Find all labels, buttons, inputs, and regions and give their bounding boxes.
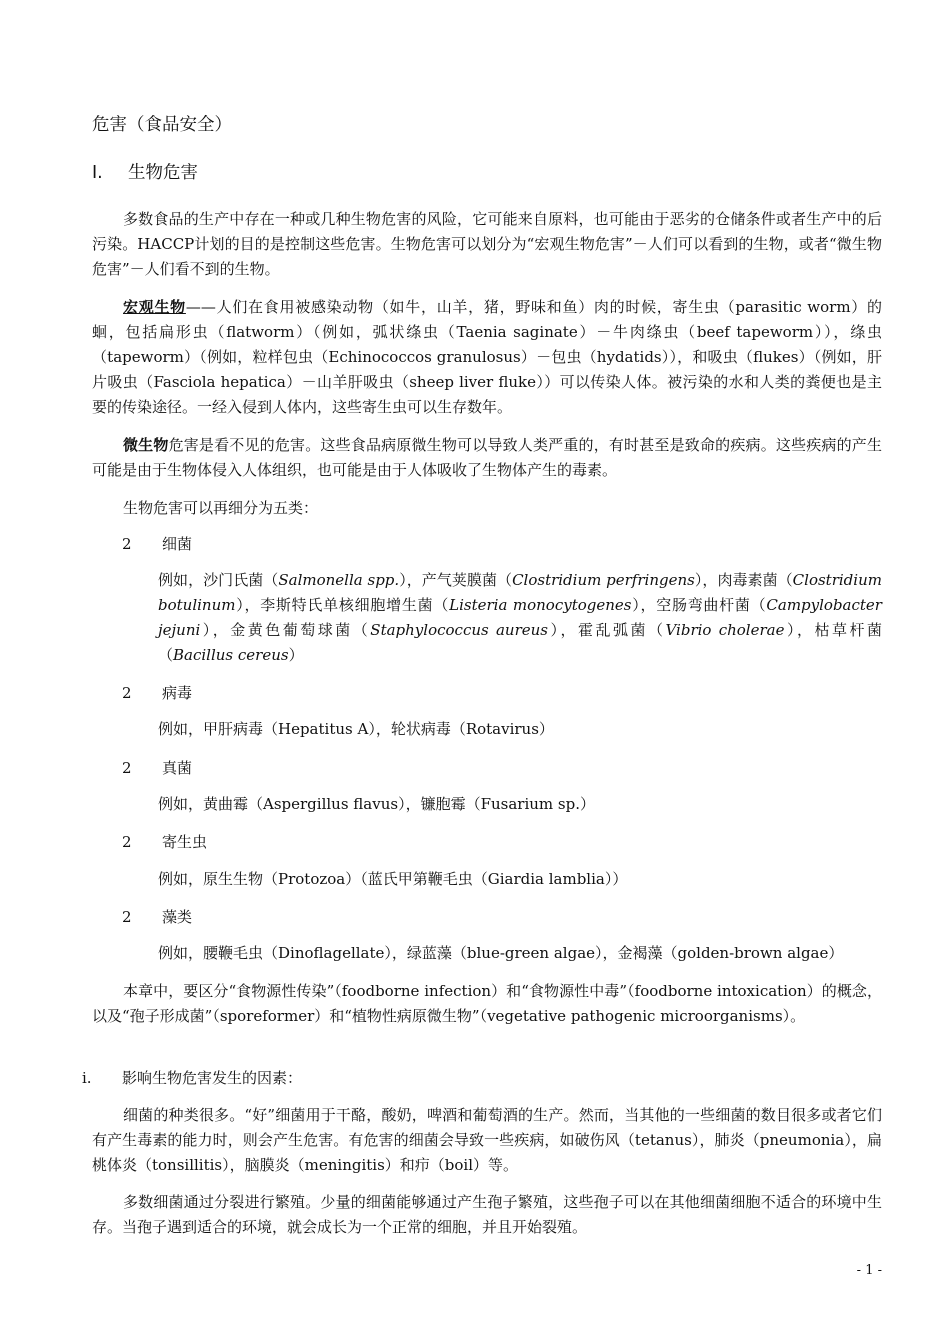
parasite-example: 例如，原生生物（Protozoa）（蓝氏甲第鞭毛虫（Giardia lamblia）） [158, 870, 628, 888]
text-run: ），霍乱弧菌（ [547, 621, 666, 639]
algae-example: 例如，腰鞭毛虫（Dinoflagellate），绿蓝藻（blue-green algae），金褐藻（golden-brown algae） [158, 944, 844, 962]
species-name: Bacillus cereus [173, 646, 289, 664]
micro-term: 微生物 [123, 436, 169, 454]
macro-text: ——人们在食用被感染动物（如牛，山羊，猪，野味和鱼）肉的时候，寄生虫（parasitic worm）的蛔，包括扁形虫（flatworm）（例如，弧状绦虫（Taenia saginate）－牛肉绦虫（beef tapeworm）），绦虫（tapeworm）（例如，粒样包虫（Echinococcos granulosus）－包虫（hydatids）），和吸虫（flukes）（例如，肝片吸虫（Fasciola hepatica）－山羊肝吸虫（sheep liver fluke））可以传染人体。被污染的水和人类的粪便也是主要的传染途径。一经入侵到人体内，这些寄生虫可以生存数年。 [92, 298, 882, 416]
text-run: ），枯草杆菌（ [158, 621, 882, 664]
species-name: Staphylococcus aureus [370, 621, 548, 639]
subsection-label: 影响生物危害发生的因素： [122, 1069, 303, 1087]
species-name: Vibrio cholerae [665, 621, 785, 639]
subsection-number: i. [82, 1069, 92, 1087]
text-run: ），产气荚膜菌（ [399, 571, 513, 589]
bullet-marker: 2 [122, 535, 132, 553]
bacteria-example [158, 568, 882, 668]
text-run: ），空肠弯曲杆菌（ [631, 596, 767, 614]
bullet-fungi [122, 757, 192, 778]
species-name: Campylobacter jejuni [158, 596, 882, 639]
bullet-label: 寄生虫 [162, 833, 208, 851]
micro-paragraph [92, 433, 882, 483]
bullet-marker: 2 [122, 908, 132, 926]
text-run: ） [288, 646, 304, 664]
macro-term: 宏观生物 [123, 298, 186, 316]
five-categories-paragraph: 生物危害可以再细分为五类： [123, 499, 319, 517]
species-name: Listeria monocytogenes [449, 596, 632, 614]
section-heading [92, 159, 198, 184]
bullet-label: 病毒 [162, 684, 193, 702]
bullet-label: 真菌 [162, 759, 193, 777]
bullet-virus [122, 682, 192, 703]
species-name: Salmonella spp. [278, 571, 400, 589]
text-run: 例如，沙门氏菌（ [158, 571, 279, 589]
text-run: ），李斯特氏单核细胞增生菌（ [235, 596, 450, 614]
bullet-label: 细菌 [162, 535, 193, 553]
bullet-marker: 2 [122, 833, 132, 851]
bullet-marker: 2 [122, 759, 132, 777]
virus-example: 例如，甲肝病毒（Hepatitus A），轮状病毒（Rotavirus） [158, 720, 554, 738]
document-title: 危害（食品安全） [92, 115, 232, 135]
intro-paragraph: 多数食品的生产中存在一种或几种生物危害的风险，它可能来自原料，也可能由于恶劣的仓储条件或者生产中的后污染。HACCP计划的目的是控制这些危害。生物危害可以划分为“宏观生物危害”－人们可以看到的生物，或者“微生物危害”－人们看不到的生物。 [92, 210, 882, 278]
text-run: ），肉毒素菌（ [694, 571, 793, 589]
species-name: Clostridium perfringens [512, 571, 695, 589]
bacteria-paragraph-1: 细菌的种类很多。“好”细菌用于干酪，酸奶，啤酒和葡萄酒的生产。然而，当其他的一些细菌的数目很多或者它们有产生毒素的能力时，则会产生危害。有危害的细菌会导致一些疾病，如破伤风（tetanus），肺炎（pneumonia），扁桃体炎（tonsillitis），脑膜炎（meningitis）和疖（boil）等。 [92, 1106, 882, 1174]
micro-text: 危害是看不见的危害。这些食品病原微生物可以导致人类严重的，有时甚至是致命的疾病。这些疾病的产生可能是由于生物体侵入人体组织，也可能是由于人体吸收了生物体产生的毒素。 [92, 436, 882, 479]
fungi-example: 例如，黄曲霉（Aspergillus flavus），镰胞霉（Fusarium sp.） [158, 795, 595, 813]
bullet-label: 藻类 [162, 908, 193, 926]
bullet-parasite [122, 831, 207, 852]
macro-paragraph [92, 295, 882, 420]
species-name: Clostridium botulinum [158, 571, 882, 614]
bacteria-paragraph-2: 多数细菌通过分裂进行繁殖。少量的细菌能够通过产生孢子繁殖，这些孢子可以在其他细菌细胞不适合的环境中生存。当孢子遇到适合的环境，就会成长为一个正常的细胞，并且开始裂殖。 [92, 1193, 882, 1236]
section-number: I. [92, 163, 103, 183]
bullet-bacteria [122, 533, 192, 554]
bullet-algae [122, 906, 192, 927]
bullet-marker: 2 [122, 684, 132, 702]
text-run: ），金黄色葡萄球菌（ [200, 621, 371, 639]
subsection-heading [82, 1067, 302, 1088]
chapter-paragraph: 本章中，要区分“食物源性传染”（foodborne infection）和“食物源性中毒”（foodborne intoxication）的概念，以及“孢子形成菌”（sporeformer）和“植物性病原微生物”（vegetative pathogenic microorganisms）。 [92, 982, 882, 1025]
page-number: - 1 - [856, 1263, 882, 1278]
section-label: 生物危害 [128, 163, 198, 183]
